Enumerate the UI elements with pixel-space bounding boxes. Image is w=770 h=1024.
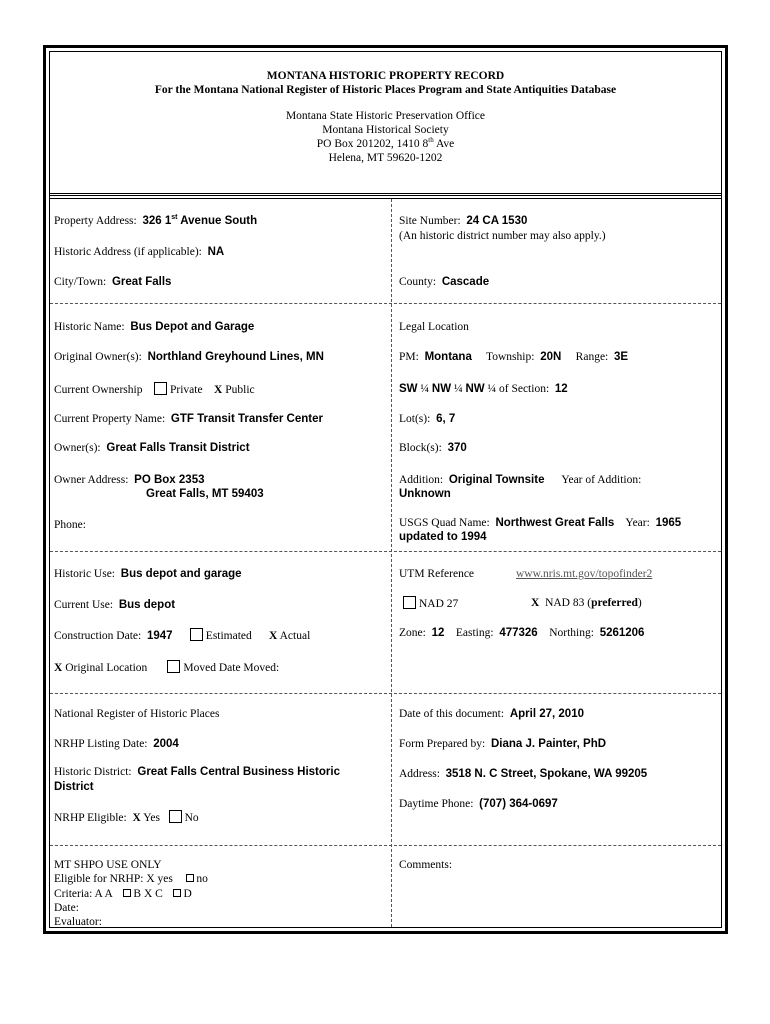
moved-checkbox[interactable] bbox=[167, 660, 180, 673]
ownership-field: Current Ownership Private X Public bbox=[54, 384, 255, 396]
estimated-checkbox[interactable] bbox=[190, 628, 203, 641]
comments-field: Comments: bbox=[399, 859, 453, 871]
shpo-criteria-line: Criteria: A A B X C D bbox=[54, 888, 192, 900]
section-divider bbox=[50, 303, 721, 304]
owner-field: Owner(s): Great Falls Transit District bbox=[54, 442, 250, 454]
current-name-field: Current Property Name: GTF Transit Transfer Center bbox=[54, 413, 323, 425]
form-frame bbox=[43, 45, 728, 934]
nrhp-date-field: NRHP Listing Date: 2004 bbox=[54, 738, 179, 750]
original-location-checkmark[interactable]: X bbox=[54, 662, 63, 674]
historic-name-field: Historic Name: Bus Depot and Garage bbox=[54, 321, 255, 333]
criteria-d-checkbox[interactable] bbox=[173, 889, 181, 897]
column-divider bbox=[391, 199, 392, 927]
usgs-updated: updated to 1994 bbox=[399, 531, 487, 543]
legal-location-heading: Legal Location bbox=[399, 321, 469, 333]
shpo-no-checkbox[interactable] bbox=[186, 874, 194, 882]
eligible-yes-checkmark[interactable]: X bbox=[132, 812, 141, 824]
criteria-b-checkbox[interactable] bbox=[123, 889, 131, 897]
nrhp-heading: National Register of Historic Places bbox=[54, 708, 220, 720]
property-address-field: Property Address: 326 1st Avenue South bbox=[54, 214, 258, 227]
site-number-note: (An historic district number may also apply.) bbox=[399, 230, 606, 242]
actual-checkmark[interactable]: X bbox=[269, 630, 278, 642]
form-title: MONTANA HISTORIC PROPERTY RECORD bbox=[266, 70, 505, 82]
block-field: Block(s): 370 bbox=[399, 442, 467, 454]
prepared-by-field: Form Prepared by: Diana J. Painter, PhD bbox=[399, 738, 607, 750]
county-field: County: Cascade bbox=[399, 276, 490, 288]
public-checkmark[interactable]: X bbox=[214, 384, 223, 396]
owner-address-field: Owner Address: PO Box 2353 bbox=[54, 474, 205, 486]
nrhp-eligible-field: NRHP Eligible: X Yes No bbox=[54, 812, 199, 824]
utm-coordinates-field: Zone: 12 Easting: 477326 Northing: 5261206 bbox=[399, 627, 645, 639]
nad-field: NAD 27 bbox=[403, 596, 458, 611]
section-divider bbox=[50, 693, 721, 694]
section-field: SW ¼ NW ¼ NW ¼ of Section: 12 bbox=[399, 383, 568, 395]
shpo-date-line: Date: bbox=[54, 902, 79, 914]
location-field: X Original Location Moved Date Moved: bbox=[54, 662, 280, 674]
phone-field: Phone: bbox=[54, 519, 86, 531]
form-inner bbox=[49, 51, 722, 928]
site-number-field: Site Number: 24 CA 1530 bbox=[399, 215, 528, 227]
historic-district-field: Historic District: Great Falls Central Business Historic bbox=[54, 766, 340, 778]
historic-district-line2: District bbox=[54, 781, 94, 793]
society-name: Montana Historical Society bbox=[322, 124, 449, 136]
property-address-value: 326 1st Avenue South bbox=[142, 214, 258, 227]
document-date-field: Date of this document: April 27, 2010 bbox=[399, 708, 584, 720]
original-owner-field: Original Owner(s): Northland Greyhound Lines, MN bbox=[54, 351, 324, 363]
nad83-checkmark[interactable]: X bbox=[531, 597, 540, 609]
pm-township-range-field: PM: Montana Township: 20N Range: 3E bbox=[399, 351, 629, 363]
usgs-field: USGS Quad Name: Northwest Great Falls Year: 1965 bbox=[399, 517, 682, 529]
section-divider bbox=[50, 845, 721, 846]
eligible-no-checkbox[interactable] bbox=[169, 810, 182, 823]
shpo-eligible-line: Eligible for NRHP: X yes no bbox=[54, 873, 208, 885]
owner-address-line2: Great Falls, MT 59403 bbox=[146, 488, 264, 500]
utm-reference-field: UTM Reference bbox=[399, 568, 475, 580]
preparer-address-field: Address: 3518 N. C Street, Spokane, WA 99205 bbox=[399, 768, 648, 780]
topofinder-link[interactable]: www.nris.mt.gov/topofinder2 bbox=[516, 568, 653, 580]
office-city: Helena, MT 59620-1202 bbox=[328, 152, 443, 164]
construction-field: Construction Date: 1947 Estimated X Actual bbox=[54, 630, 311, 642]
office-address: PO Box 201202, 1410 8th Ave bbox=[316, 136, 455, 150]
office-name: Montana State Historic Preservation Office bbox=[285, 110, 486, 122]
section-divider bbox=[50, 551, 721, 552]
lots-field: Lot(s): 6, 7 bbox=[399, 413, 456, 425]
form-body bbox=[50, 198, 721, 927]
shpo-evaluator-line: Evaluator: bbox=[54, 916, 102, 928]
historic-address-field: Historic Address (if applicable): NA bbox=[54, 246, 225, 258]
current-use-field: Current Use: Bus depot bbox=[54, 599, 176, 611]
addition-field: Addition: Original Townsite Year of Addition: bbox=[399, 474, 642, 486]
form-header bbox=[50, 52, 721, 196]
form-subtitle: For the Montana National Register of Historic Places Program and State Antiquities Database bbox=[154, 84, 617, 96]
historic-use-field: Historic Use: Bus depot and garage bbox=[54, 568, 242, 580]
nad83-field: X NAD 83 (preferred) bbox=[531, 597, 642, 609]
private-checkbox[interactable] bbox=[154, 382, 167, 395]
shpo-heading: MT SHPO USE ONLY bbox=[54, 859, 162, 871]
city-field: City/Town: Great Falls bbox=[54, 276, 172, 288]
daytime-phone-field: Daytime Phone: (707) 364-0697 bbox=[399, 798, 558, 810]
year-of-addition-value: Unknown bbox=[399, 488, 451, 500]
nad27-checkbox[interactable] bbox=[403, 596, 416, 609]
